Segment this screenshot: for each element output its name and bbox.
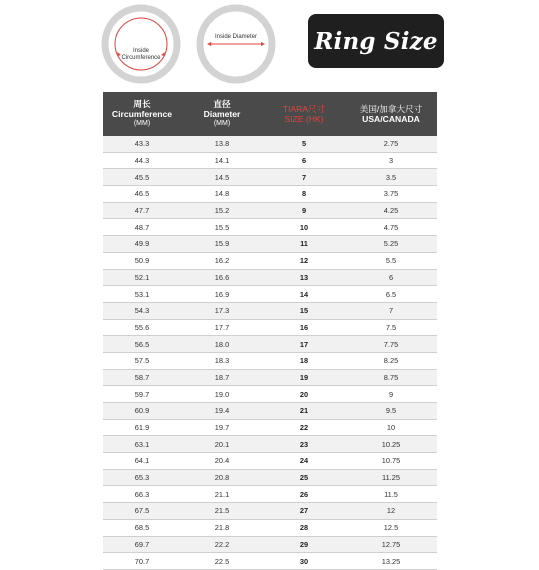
- us-size-cell: 10.75: [345, 453, 437, 470]
- table-row: [103, 202, 437, 219]
- table-row: [103, 469, 437, 486]
- us-size-cell: 12: [345, 503, 437, 520]
- hk-size-cell: 28: [263, 519, 345, 536]
- header-diameter-zh: 直径: [213, 99, 231, 109]
- diameter-cell: 18.0: [181, 336, 263, 353]
- circumference-cell: 70.7: [103, 553, 181, 570]
- table-row: [103, 152, 437, 169]
- circumference-cell: 69.7: [103, 536, 181, 553]
- hk-size-cell: 29: [263, 536, 345, 553]
- us-size-cell: 9.5: [345, 403, 437, 420]
- diameter-cell: 15.9: [181, 236, 263, 253]
- table-row: [103, 236, 437, 253]
- header-us-line1: 美国/加拿大尺寸: [359, 104, 423, 114]
- table-row: [103, 386, 437, 403]
- header-circumference-zh: 周长: [133, 99, 151, 109]
- hk-size-cell: 22: [263, 419, 345, 436]
- us-size-cell: 8.25: [345, 352, 437, 369]
- hk-size-cell: 20: [263, 386, 345, 403]
- hk-size-cell: 19: [263, 369, 345, 386]
- circumference-cell: 64.1: [103, 453, 181, 470]
- hk-size-cell: 5: [263, 136, 345, 152]
- diameter-cell: 14.5: [181, 169, 263, 186]
- hk-size-cell: 12: [263, 252, 345, 269]
- circumference-cell: 49.9: [103, 236, 181, 253]
- header-diameter: [181, 92, 263, 136]
- us-size-cell: 3.5: [345, 169, 437, 186]
- hk-size-cell: 7: [263, 169, 345, 186]
- table-row: [103, 252, 437, 269]
- table-row: [103, 403, 437, 420]
- diameter-diagram: [196, 4, 276, 84]
- diameter-cell: 17.3: [181, 302, 263, 319]
- circumference-diagram-label: Inside Circumference: [121, 48, 161, 61]
- table-row: [103, 503, 437, 520]
- circumference-cell: 47.7: [103, 202, 181, 219]
- us-size-cell: 12.75: [345, 536, 437, 553]
- diameter-cell: 22.5: [181, 553, 263, 570]
- us-size-cell: 6.5: [345, 286, 437, 303]
- us-size-cell: 5.5: [345, 252, 437, 269]
- table-row: [103, 302, 437, 319]
- us-size-cell: 2.75: [345, 136, 437, 152]
- hk-size-cell: 11: [263, 236, 345, 253]
- diameter-cell: 18.7: [181, 369, 263, 386]
- table-row: [103, 436, 437, 453]
- table-row: [103, 169, 437, 186]
- header-hk-size: [263, 92, 345, 136]
- circumference-cell: 68.5: [103, 519, 181, 536]
- hk-size-cell: 18: [263, 352, 345, 369]
- diameter-cell: 19.0: [181, 386, 263, 403]
- us-size-cell: 7.5: [345, 319, 437, 336]
- header-circumference: [103, 92, 181, 136]
- hk-size-cell: 14: [263, 286, 345, 303]
- us-size-cell: 9: [345, 386, 437, 403]
- circumference-cell: 44.3: [103, 152, 181, 169]
- diameter-cell: 18.3: [181, 352, 263, 369]
- diameter-cell: 16.9: [181, 286, 263, 303]
- hk-size-cell: 26: [263, 486, 345, 503]
- diameter-cell: 20.8: [181, 469, 263, 486]
- header-diameter-unit: (MM): [213, 120, 231, 127]
- diameter-cell: 21.8: [181, 519, 263, 536]
- hk-size-cell: 17: [263, 336, 345, 353]
- diameter-cell: 15.2: [181, 202, 263, 219]
- hk-size-cell: 27: [263, 503, 345, 520]
- us-size-cell: 11.5: [345, 486, 437, 503]
- table-row: [103, 319, 437, 336]
- table-row: [103, 269, 437, 286]
- circumference-cell: 55.6: [103, 319, 181, 336]
- diameter-cell: 20.4: [181, 453, 263, 470]
- table-row: [103, 553, 437, 570]
- diameter-cell: 16.2: [181, 252, 263, 269]
- circumference-cell: 50.9: [103, 252, 181, 269]
- table-row: [103, 453, 437, 470]
- circumference-cell: 54.3: [103, 302, 181, 319]
- table-row: [103, 136, 437, 152]
- diameter-cell: 22.2: [181, 536, 263, 553]
- table-row: [103, 352, 437, 369]
- header-us-line2: USA/CANADA: [362, 114, 420, 124]
- us-size-cell: 11.25: [345, 469, 437, 486]
- table-row: [103, 369, 437, 386]
- hk-size-cell: 15: [263, 302, 345, 319]
- us-size-cell: 13.25: [345, 553, 437, 570]
- us-size-cell: 6: [345, 269, 437, 286]
- diameter-cell: 19.7: [181, 419, 263, 436]
- diameter-cell: 17.7: [181, 319, 263, 336]
- circumference-cell: 60.9: [103, 403, 181, 420]
- ring-size-table: [103, 92, 437, 570]
- hk-size-cell: 9: [263, 202, 345, 219]
- us-size-cell: 12.5: [345, 519, 437, 536]
- circumference-cell: 46.5: [103, 186, 181, 203]
- diameter-cell: 21.5: [181, 503, 263, 520]
- diameter-cell: 21.1: [181, 486, 263, 503]
- diameter-ring-icon: [196, 4, 276, 84]
- table-row: [103, 486, 437, 503]
- us-size-cell: 5.25: [345, 236, 437, 253]
- us-size-cell: 4.25: [345, 202, 437, 219]
- circumference-cell: 57.5: [103, 352, 181, 369]
- us-size-cell: 10.25: [345, 436, 437, 453]
- circumference-cell: 56.5: [103, 336, 181, 353]
- circumference-cell: 58.7: [103, 369, 181, 386]
- hk-size-cell: 25: [263, 469, 345, 486]
- us-size-cell: 4.75: [345, 219, 437, 236]
- circumference-cell: 61.9: [103, 419, 181, 436]
- circumference-cell: 66.3: [103, 486, 181, 503]
- circumference-cell: 43.3: [103, 136, 181, 152]
- header-hk-line2: SIZE (HK): [284, 114, 324, 124]
- table-row: [103, 186, 437, 203]
- table-row: [103, 286, 437, 303]
- diameter-cell: 15.5: [181, 219, 263, 236]
- hk-size-cell: 23: [263, 436, 345, 453]
- hk-size-cell: 30: [263, 553, 345, 570]
- circumference-cell: 65.3: [103, 469, 181, 486]
- table-row: [103, 336, 437, 353]
- diameter-diagram-label: Inside Diameter: [214, 34, 258, 40]
- diameter-cell: 13.8: [181, 136, 263, 152]
- circumference-ring-icon: [101, 4, 181, 84]
- diameter-cell: 20.1: [181, 436, 263, 453]
- circumference-cell: 53.1: [103, 286, 181, 303]
- circumference-cell: 45.5: [103, 169, 181, 186]
- diameter-cell: 16.6: [181, 269, 263, 286]
- us-size-cell: 3.75: [345, 186, 437, 203]
- hk-size-cell: 8: [263, 186, 345, 203]
- circumference-diagram: [101, 4, 181, 84]
- table-row: [103, 219, 437, 236]
- hk-size-cell: 16: [263, 319, 345, 336]
- circumference-cell: 48.7: [103, 219, 181, 236]
- diameter-cell: 19.4: [181, 403, 263, 420]
- hk-size-cell: 24: [263, 453, 345, 470]
- header-us-size: [345, 92, 437, 136]
- circumference-cell: 67.5: [103, 503, 181, 520]
- circumference-cell: 59.7: [103, 386, 181, 403]
- hk-size-cell: 21: [263, 403, 345, 420]
- table-row: [103, 419, 437, 436]
- us-size-cell: 3: [345, 152, 437, 169]
- title-badge: Ring Size: [308, 14, 444, 68]
- table-row: [103, 519, 437, 536]
- diameter-cell: 14.1: [181, 152, 263, 169]
- us-size-cell: 7.75: [345, 336, 437, 353]
- hk-size-cell: 10: [263, 219, 345, 236]
- header-hk-line1: TIARA尺寸: [282, 104, 326, 114]
- circumference-cell: 52.1: [103, 269, 181, 286]
- us-size-cell: 10: [345, 419, 437, 436]
- header-circumference-unit: (MM): [133, 120, 151, 127]
- diameter-cell: 14.8: [181, 186, 263, 203]
- table-header-row: [103, 92, 437, 136]
- hk-size-cell: 13: [263, 269, 345, 286]
- us-size-cell: 7: [345, 302, 437, 319]
- header-circumference-en: Circumference: [111, 109, 173, 119]
- table-body: [103, 136, 437, 569]
- us-size-cell: 8.75: [345, 369, 437, 386]
- circumference-cell: 63.1: [103, 436, 181, 453]
- hk-size-cell: 6: [263, 152, 345, 169]
- header-diameter-en: Diameter: [203, 109, 241, 119]
